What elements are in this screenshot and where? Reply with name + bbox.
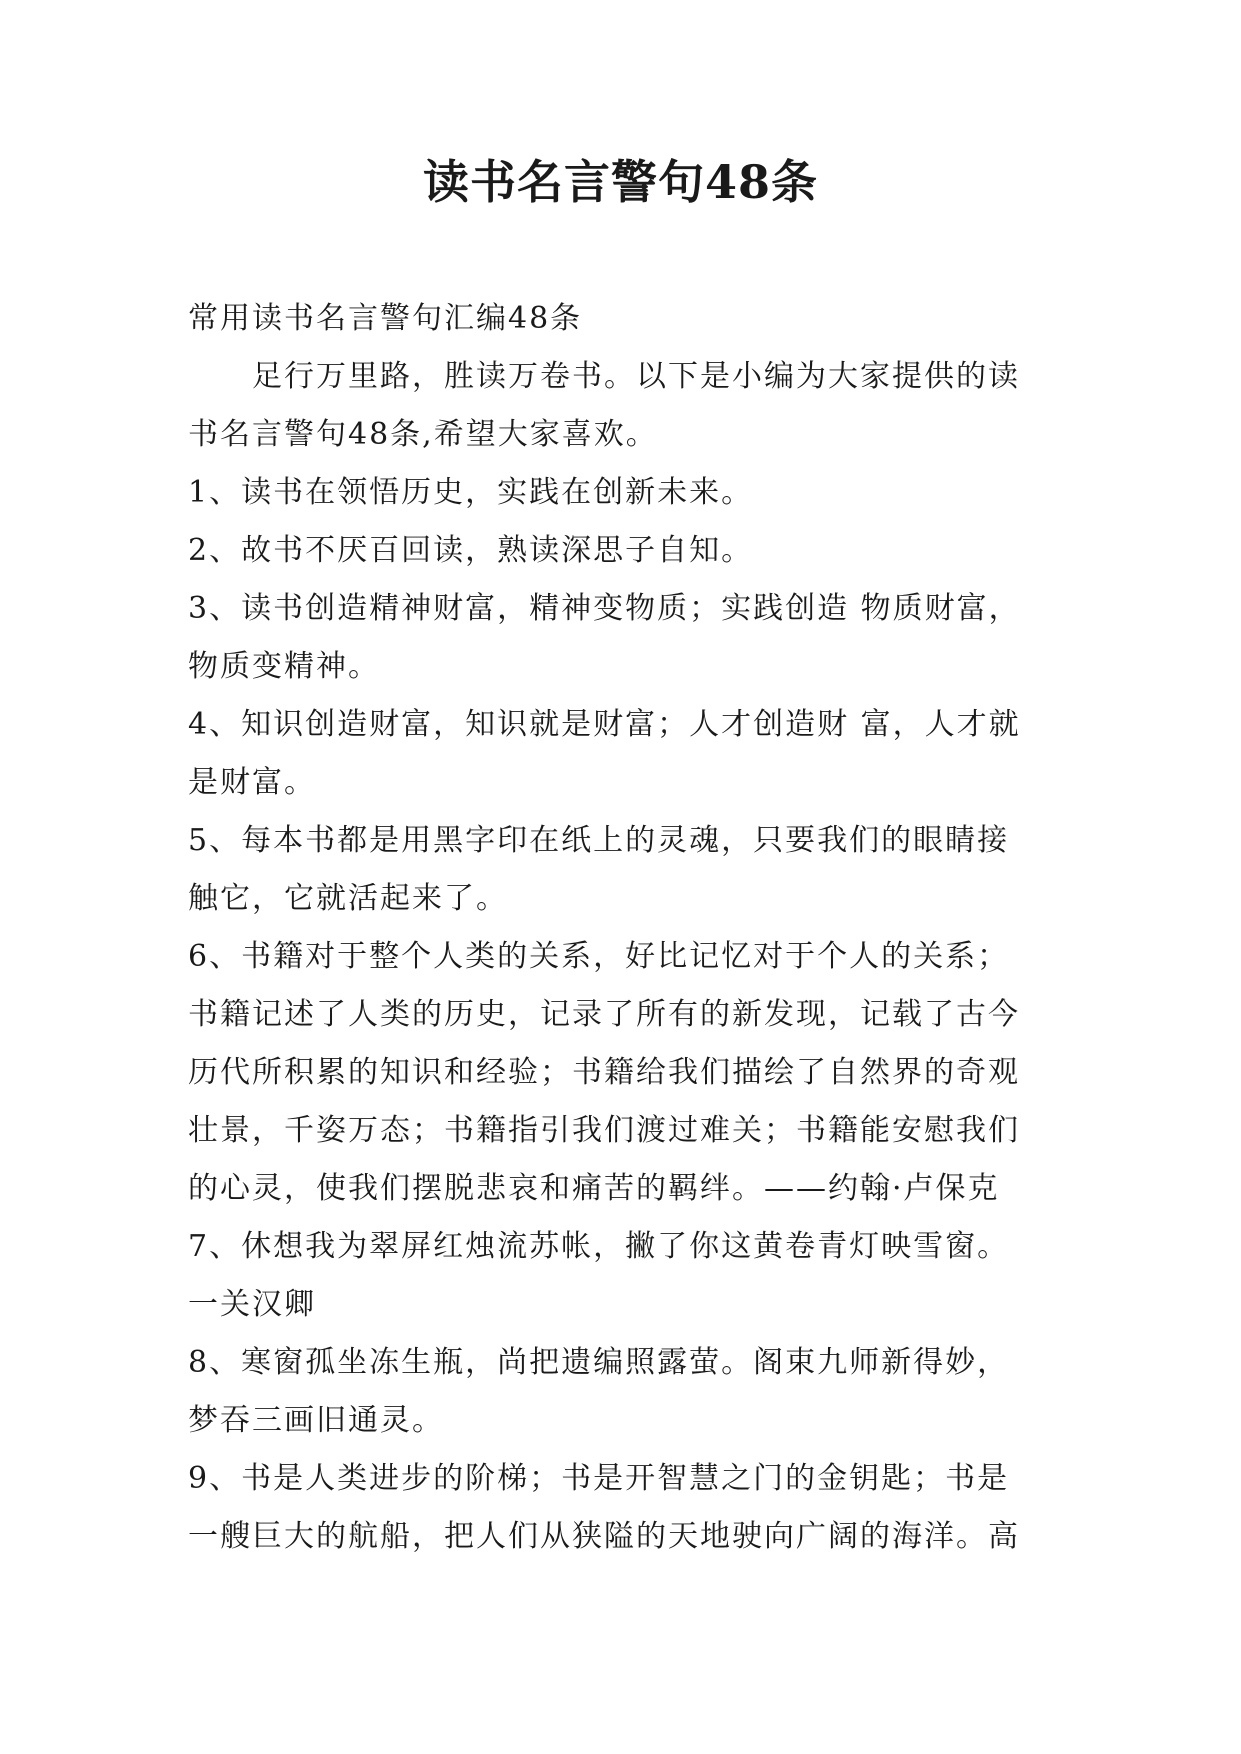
intro-line: 书名言警句48条,希望大家喜欢。: [188, 417, 658, 452]
quote-line: 9、书是人类进步的阶梯；书是开智慧之门的金钥匙；书是: [188, 1461, 1010, 1496]
quote-line: 一关汉卿: [188, 1287, 316, 1322]
intro-line: 足行万里路，胜读万卷书。以下是小编为大家提供的读: [252, 359, 1020, 394]
quote-line: 一艘巨大的航船，把人们从狭隘的天地驶向广阔的海洋。高: [188, 1519, 1020, 1554]
quote-line: 物质变精神。: [188, 649, 380, 684]
quote-line: 是财富。: [188, 765, 316, 800]
quote-line: 6、书籍对于整个人类的关系，好比记忆对于个人的关系；: [188, 939, 1010, 974]
quote-line: 3、读书创造精神财富，精神变物质；实践创造 物质财富，: [188, 591, 1021, 626]
quote-line: 触它，它就活起来了。: [188, 881, 508, 916]
quote-line: 1、读书在领悟历史，实践在创新未来。: [188, 475, 754, 510]
document-title: 读书名言警句48条: [422, 155, 818, 209]
quote-line: 历代所积累的知识和经验；书籍给我们描绘了自然界的奇观: [188, 1055, 1020, 1090]
quote-line: 书籍记述了人类的历史，记录了所有的新发现，记载了古今: [188, 997, 1020, 1032]
quote-line: 7、休想我为翠屏红烛流苏帐，撇了你这黄卷青灯映雪窗。: [188, 1229, 1010, 1264]
document-body: [188, 290, 1068, 1566]
quote-line: 的心灵，使我们摆脱悲哀和痛苦的羁绊。——约翰·卢保克: [188, 1171, 1000, 1206]
quote-line: 4、知识创造财富，知识就是财富；人才创造财 富，人才就: [188, 707, 1021, 742]
quote-line: 5、每本书都是用黑字印在纸上的灵魂，只要我们的眼睛接: [188, 823, 1010, 858]
quote-line: 壮景，千姿万态；书籍指引我们渡过难关；书籍能安慰我们: [188, 1113, 1020, 1148]
subtitle-line: 常用读书名言警句汇编48条: [188, 301, 583, 336]
quote-line: 2、故书不厌百回读，熟读深思子自知。: [188, 533, 754, 568]
quote-line: 梦吞三画旧通灵。: [188, 1403, 444, 1438]
quote-line: 8、寒窗孤坐冻生瓶，尚把遗编照露萤。阁束九师新得妙，: [188, 1345, 1010, 1380]
